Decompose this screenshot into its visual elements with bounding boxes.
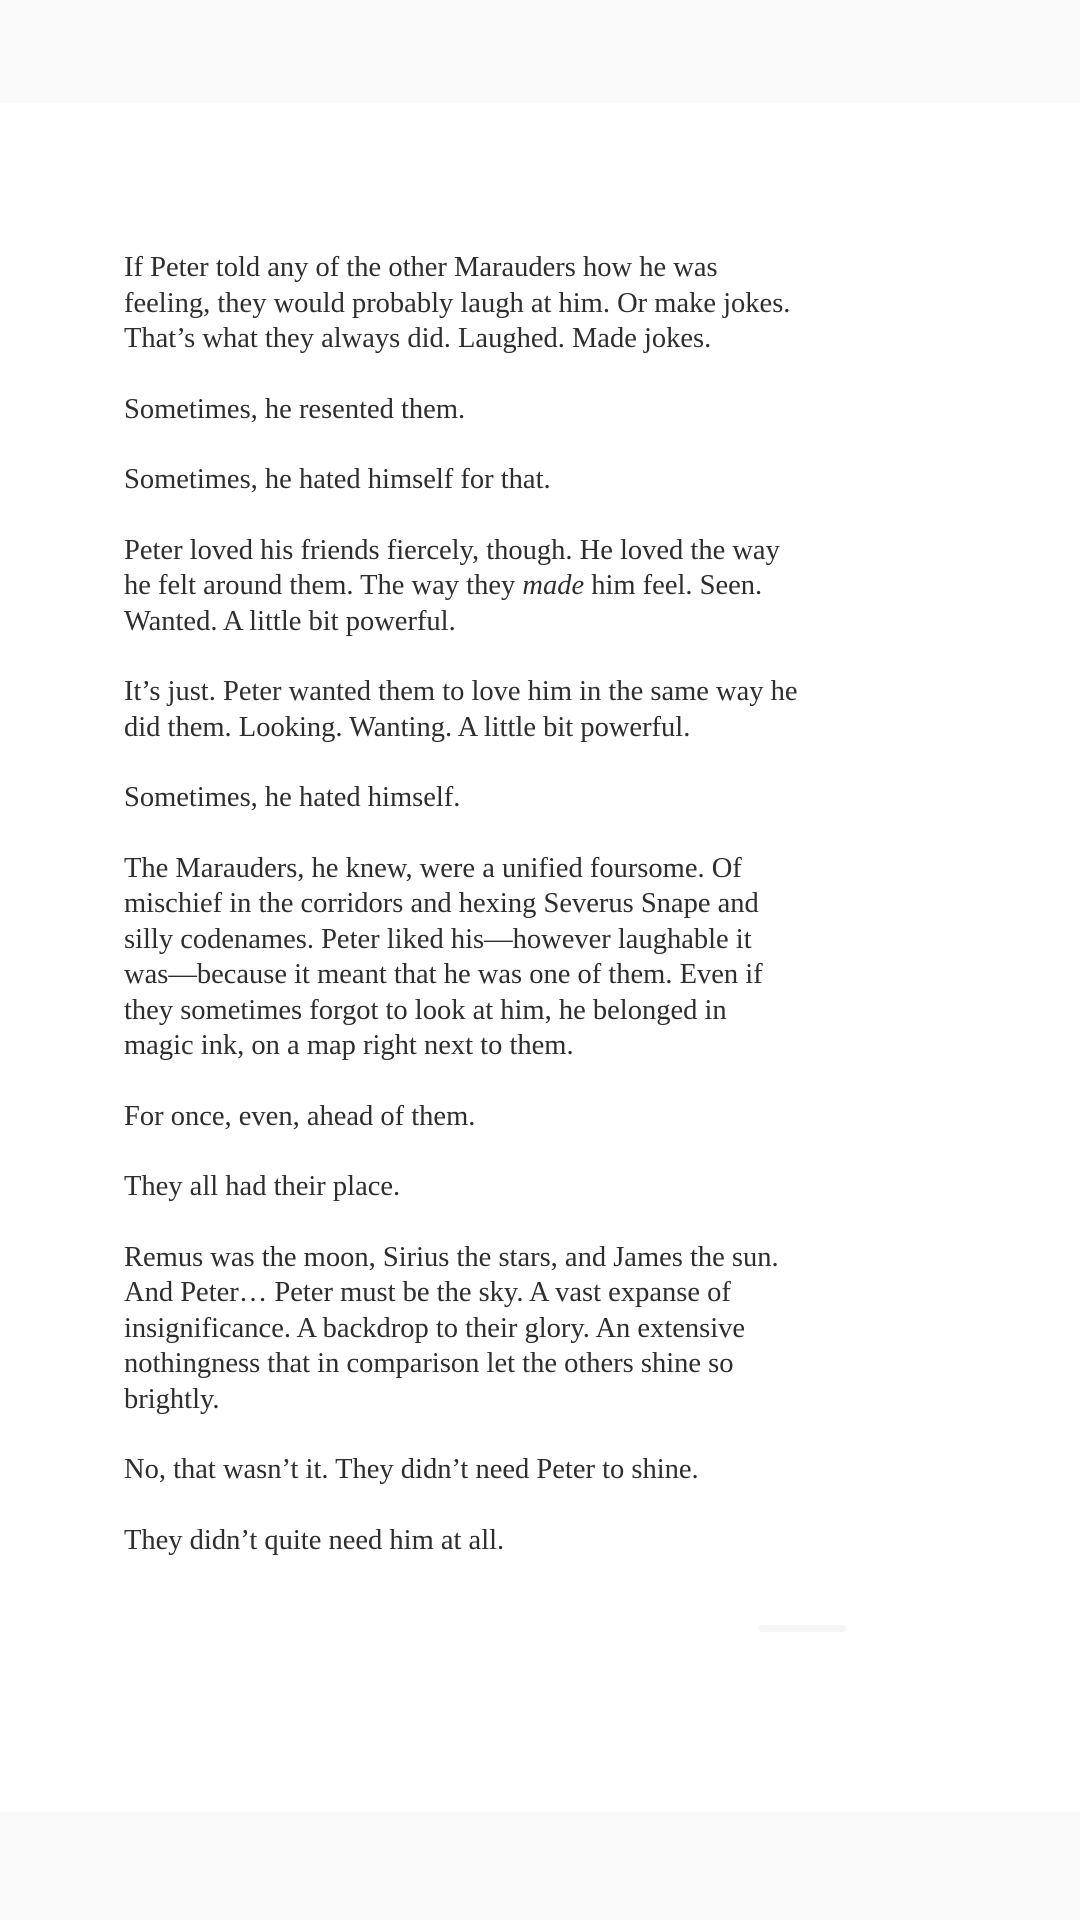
paragraph-9 xyxy=(124,1169,864,1205)
text-run: Peter loved his friends fiercely, though. He loved the way xyxy=(124,534,780,566)
paragraph-5 xyxy=(124,674,864,745)
paragraph-7 xyxy=(124,851,864,1064)
text-line: It’s just. Peter wanted them to love him in the same way he xyxy=(124,676,798,707)
text-line: brightly. xyxy=(124,1383,220,1415)
text-line: That’s what they always did. Laughed. Made jokes. xyxy=(124,323,712,354)
faint-smudge xyxy=(758,1625,846,1632)
text-run: Wanted. A little bit powerful. xyxy=(124,605,456,637)
text-line: feeling, they would probably laugh at him. Or make jokes. xyxy=(124,287,791,319)
paragraph-8 xyxy=(124,1099,864,1135)
text-line: insignificance. A backdrop to their glory. An extensive xyxy=(124,1312,746,1344)
text-line: Sometimes, he hated himself for that. xyxy=(124,464,551,495)
text-line xyxy=(124,533,864,569)
text-line xyxy=(124,568,864,604)
paragraph-12 xyxy=(124,1523,864,1559)
text-line: They all had their place. xyxy=(124,1171,401,1202)
text-line: The Marauders, he knew, were a unified foursome. Of xyxy=(124,852,742,884)
text-line: mischief in the corridors and hexing Severus Snape and xyxy=(124,888,759,919)
text-line: magic ink, on a map right next to them. xyxy=(124,1030,574,1061)
text-line: Remus was the moon, Sirius the stars, and James the sun. xyxy=(124,1241,779,1273)
paragraph-1 xyxy=(124,250,864,357)
italic-emphasis: made xyxy=(522,570,585,601)
text-line: Sometimes, he hated himself. xyxy=(124,782,461,813)
paragraph-10 xyxy=(124,1240,864,1418)
story-text-block xyxy=(124,250,864,1558)
text-line xyxy=(124,604,864,640)
text-line: If Peter told any of the other Marauders how he was xyxy=(124,252,718,283)
paragraph-11 xyxy=(124,1452,864,1488)
paragraph-4 xyxy=(124,533,864,640)
text-line: nothingness that in comparison let the others shine so xyxy=(124,1348,734,1379)
text-line: For once, even, ahead of them. xyxy=(124,1100,476,1132)
text-line: And Peter… Peter must be the sky. A vast expanse of xyxy=(124,1277,731,1308)
text-line: No, that wasn’t it. They didn’t need Peter to shine. xyxy=(124,1454,699,1485)
text-line: was—because it meant that he was one of them. Even if xyxy=(124,959,763,990)
top-margin-band xyxy=(0,0,1080,103)
text-run: he felt around them. The way they xyxy=(124,570,523,601)
paragraph-6 xyxy=(124,780,864,816)
text-line: They didn’t quite need him at all. xyxy=(124,1524,505,1556)
text-line: did them. Looking. Wanting. A little bit powerful. xyxy=(124,711,691,743)
text-line: Sometimes, he resented them. xyxy=(124,393,466,425)
text-line: silly codenames. Peter liked his—however laughable it xyxy=(124,923,752,955)
bottom-margin-band xyxy=(0,1812,1080,1920)
paragraph-3 xyxy=(124,462,864,498)
paragraph-2 xyxy=(124,392,864,428)
text-run: him feel. Seen. xyxy=(584,570,763,601)
text-line: they sometimes forgot to look at him, he belonged in xyxy=(124,994,727,1026)
